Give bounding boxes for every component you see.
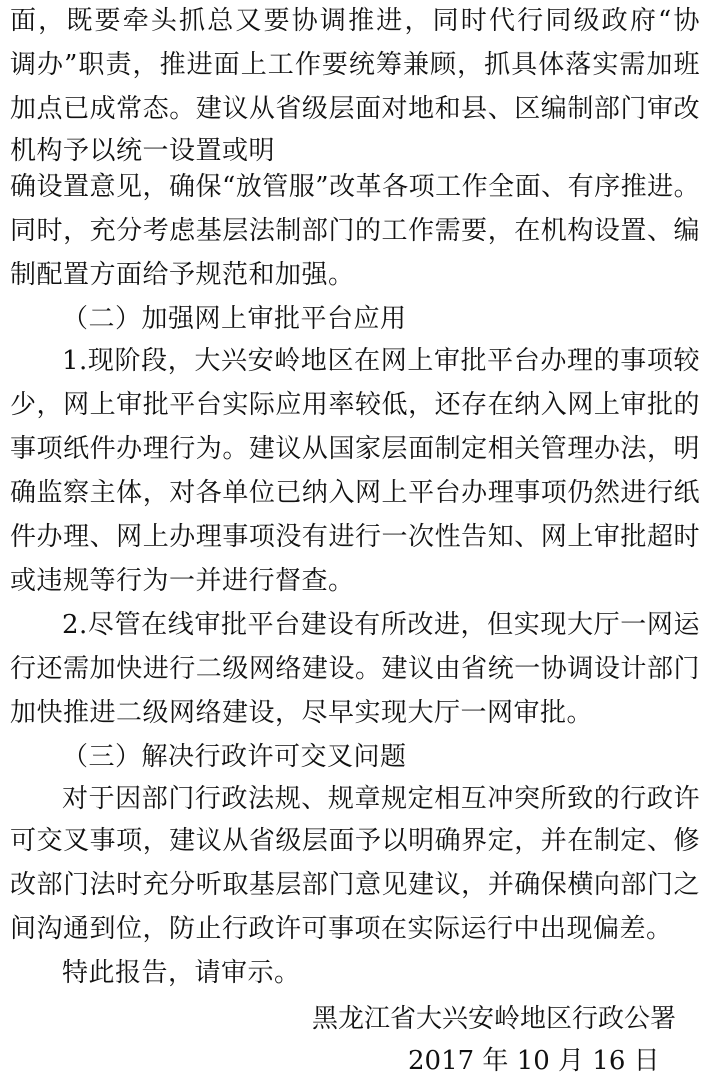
closing-text: 特此报告，请审示。 [62, 958, 301, 988]
paragraph-line: 行还需加快进行二级网络建设。建议由省统一协调设计部门 [10, 654, 700, 684]
paragraph-line: 对于因部门行政法规、规章规定相互冲突所致的行政许 [62, 784, 700, 814]
paragraph-line: 件办理、网上办理事项没有进行一次性告知、网上审批超时 [10, 522, 700, 552]
signature-date: 2017 年 10 月 16 日 [408, 1046, 660, 1076]
paragraph-line: 加快推进二级网络建设，尽早实现大厅一网审批。 [10, 698, 594, 728]
paragraph-line: 少，网上审批平台实际应用率较低，还存在纳入网上审批的 [10, 390, 700, 420]
paragraph-line: 确监察主体，对各单位已纳入网上平台办理事项仍然进行纸 [10, 478, 700, 508]
paragraph-line: 机构予以统一设置或明 [10, 136, 276, 166]
paragraph-line: 确设置意见，确保“放管服”改革各项工作全面、有序推进。 [10, 172, 700, 202]
paragraph-line: 面，既要牵头抓总又要协调推进，同时代行同级政府“协 [10, 6, 700, 36]
paragraph-line: 可交叉事项，建议从省级层面予以明确界定，并在制定、修 [10, 826, 700, 856]
paragraph-line: 事项纸件办理行为。建议从国家层面制定相关管理办法，明 [10, 434, 700, 464]
paragraph-line: 1.现阶段，大兴安岭地区在网上审批平台办理的事项较 [62, 346, 700, 376]
paragraph-line: 间沟通到位，防止行政许可事项在实际运行中出现偏差。 [10, 914, 673, 944]
paragraph-line: 或违规等行为一并进行督查。 [10, 566, 355, 596]
section-heading: （三）解决行政许可交叉问题 [62, 742, 407, 772]
paragraph-line: 同时，充分考虑基层法制部门的工作需要，在机构设置、编 [10, 216, 700, 246]
paragraph-line: 制配置方面给予规范和加强。 [10, 260, 355, 290]
signature-organization: 黑龙江省大兴安岭地区行政公署 [312, 1004, 677, 1034]
paragraph-line: 2.尽管在线审批平台建设有所改进，但实现大厅一网运 [62, 610, 700, 640]
paragraph-line: 调办”职责，推进面上工作要统筹兼顾，抓具体落实需加班 [10, 50, 700, 80]
section-heading: （二）加强网上审批平台应用 [62, 304, 407, 334]
paragraph-line: 改部门法时充分听取基层部门意见建议，并确保横向部门之 [10, 870, 700, 900]
paragraph-line: 加点已成常态。建议从省级层面对地和县、区编制部门审改 [10, 94, 700, 124]
